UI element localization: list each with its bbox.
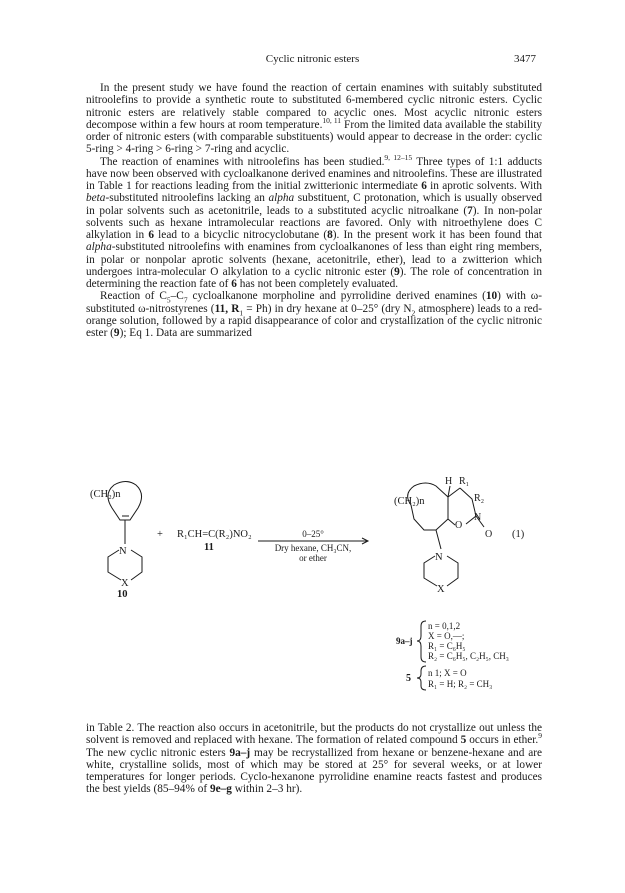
paragraph-1: In the present study we have found the reaction of certain enamines with suitably substituted nitroolefins to provide a synthetic route to substituted 6-membered cyclic nitronic esters. Cyclic nitronic esters are relatively stable compared to acyclic ones. Most acyclic nitronic esters decompose within a few hours at room temperature.$^{10, 11}$ From the limited data available the stability order of nitronic esters (with comparable substituents) would appear to decrease in the order: cyclic 5-ring > 4-ring > 6-ring > 7-ring and acyclic. — [86, 82, 543, 156]
product-o-ring-label: O — [455, 520, 463, 531]
product-r1-label: R₁ — [459, 476, 470, 487]
enamine-n-label: N — [119, 546, 127, 557]
paragraph-2: The reaction of enamines with nitroolefins has been studied.$^{9, 12-15}$ Three types of 1:1 adducts have now been observed with cycloalkanone derived enamines and nitroolefins. These are illustrated in Table 1 for reactions leading from the initial zwitterionic intermediate 6 in aprotic solvents. With beta-substituted nitroolefins lacking an alpha substituent, C protonation, which is usually observed in polar solvents such as acetonitrile, leads to a substituted acyclic nitroalkane (7). In non-polar solvents such as hexane intramolecular reactions are favored. Only with nitroethylene does C alkylation in 6 lead to a bicyclic nitrocyclobutane (8). In the present work it has been found that alpha-substituted nitroolefins with enamines from cycloalkanones of less than eight ring members, in polar or nonpolar aprotic solvents (hexane, acetonitrile, ether), lead to a zwitterion which undergoes intra-molecular O alkylation to a cyclic nitronic ester (9). The role of concentration in determining the reaction fate of 6 has not been completely evaluated. — [86, 152, 543, 290]
paragraph-4: in Table 2. The reaction also occurs in acetonitrile, but the products do not crystallize out unless the solvent is removed and replaced with hexane. The formation of related compound 5 occurs in ether.$^9$ The new cyclic nitronic esters 9a–j may be recrystallized from hexane or benzene-hexane and are white, crystalline solids, most of which may be stored at 25° for several weeks, or at lower temperatures for longer periods. Cyclo-hexanone pyrrolidine enamine reacts fastest and produces the best yields (85–94% of 9e–g within 2–3 hr). — [86, 722, 542, 796]
series-5-label: 5 — [406, 673, 411, 684]
series-5-def-2: R₁ = H; R₂ = CH₃ — [428, 679, 493, 689]
product-n-label: N — [474, 512, 482, 523]
body-text-upper — [86, 82, 542, 339]
series-5-def-1: n 1; X = O — [428, 668, 467, 678]
enamine-x-label: X — [121, 578, 129, 589]
product-amine-n-label: N — [435, 552, 443, 563]
condition-or: or ether — [299, 553, 327, 563]
enamine-ring-label: (CH₂)n — [90, 489, 121, 500]
paragraph-3: Reaction of $C_5-C_7$ cycloalkanone morpholine and pyrrolidine derived enamines (10) with ω-substituted ω-nitrostyrenes (11, $R_1 = Ph$) in dry hexane at 0–25° (dry $N_2$ atmosphere) leads to a red-orange solution, followed by a rapid disappearance of color and crystallization of the cyclic nitronic ester (9); Eq 1. Data are summarized — [86, 290, 543, 339]
product-r2-label: R₂ — [474, 493, 485, 504]
nitroolefin-number: 11 — [204, 542, 214, 553]
enamine-ring — [108, 482, 142, 521]
equation-number: (1) — [512, 529, 525, 540]
condition-temperature: 0–25° — [302, 529, 324, 539]
product-x-label: X — [437, 584, 445, 595]
plus-sign: + — [157, 529, 163, 540]
series-5-brace — [417, 666, 426, 690]
product-c-n-bond — [436, 530, 441, 549]
product-h-label: H — [445, 476, 453, 487]
enamine-compound-number: 10 — [117, 589, 128, 600]
condition-solvent: Dry hexane, CH₃CN, — [274, 543, 352, 553]
body-text-lower — [86, 722, 542, 796]
series-9-def-4: R₂ = C₆H₅, C₂H₅, CH₃ — [428, 651, 509, 661]
nitroolefin-formula: R₁CH=C(R₂)NO₂ — [177, 529, 252, 540]
series-9-def-2: X = O,—; — [428, 631, 465, 641]
series-9-label: 9a–j — [396, 636, 413, 646]
reaction-scheme — [0, 475, 625, 711]
product-ring-label: (CH₂)n — [394, 496, 425, 507]
running-title: Cyclic nitronic esters — [265, 53, 360, 65]
product-o-label: O — [485, 529, 493, 540]
series-9-brace — [417, 621, 426, 662]
page-number: 3477 — [514, 53, 536, 65]
series-9-def-3: R₁ = C₆H₅ — [428, 641, 466, 651]
series-9-def-1: n = 0,1,2 — [428, 621, 461, 631]
